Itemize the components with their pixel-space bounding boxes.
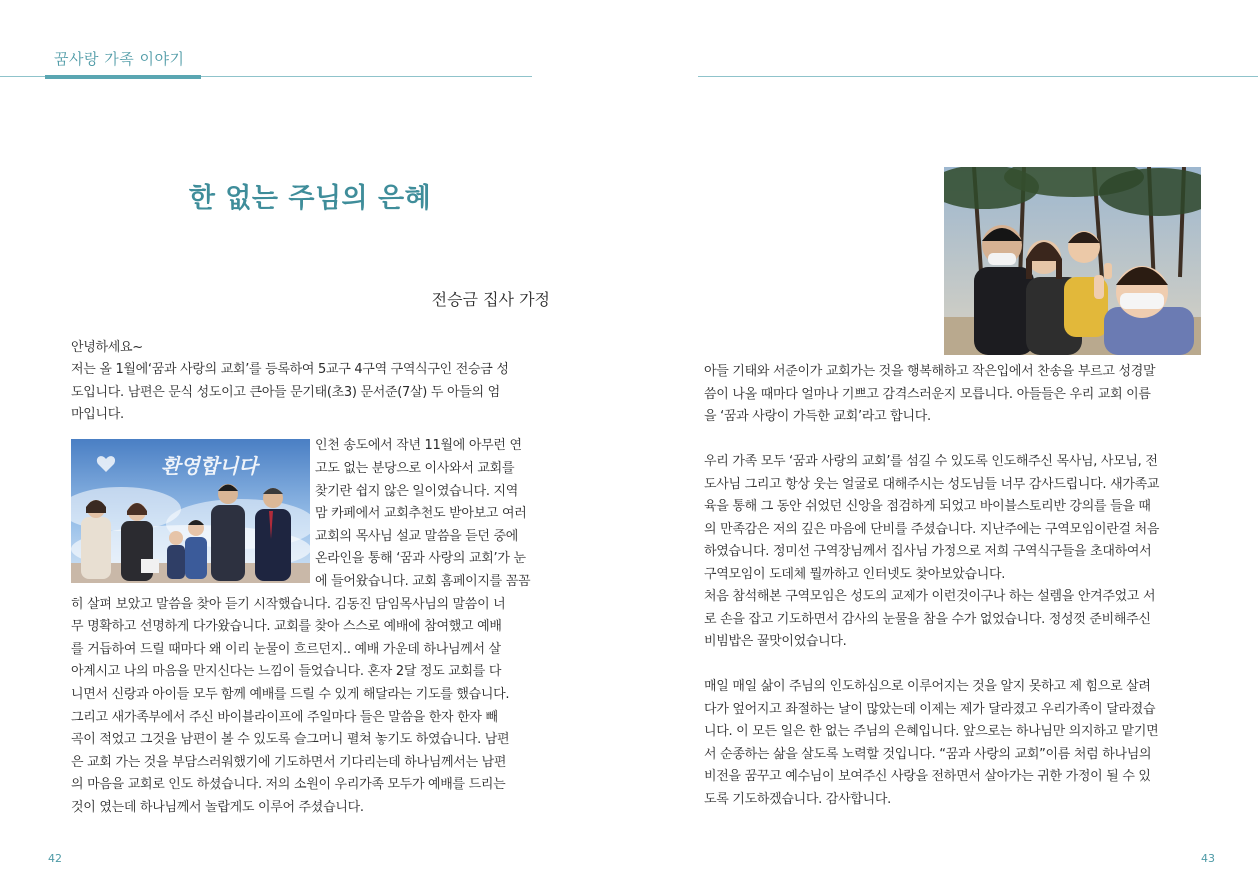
- article-author: 전승금 집사 가정: [431, 290, 550, 309]
- body-line: 서 순종하는 삶을 살도록 노력할 것입니다. “꿈과 사랑의 교회”이름 처럼 하나님의: [704, 747, 1152, 762]
- body-line: 도사님 그리고 항상 웃는 얼굴로 대해주시는 성도님들 너무 감사드립니다. 새가족교: [704, 477, 1160, 492]
- body-line: 를 거듭하여 드릴 때마다 왜 이리 눈물이 흐르던지.. 예배 가운데 하나님께서 살: [71, 642, 501, 657]
- wrap-line: 인천 송도에서 작년 11월에 아무런 연: [315, 438, 522, 453]
- body-line: 육을 통해 그 동안 쉬었던 신앙을 점검하게 되었고 바이블스토리반 강의를 들을 때: [704, 499, 1151, 514]
- body-line: 은 교회 가는 것을 부담스러워했기에 기도하면서 기다리는데 하나님께서는 남편: [71, 755, 507, 770]
- body-line: 히 살펴 보았고 말씀을 찾아 듣기 시작했습니다. 김동진 담임목사님의 말씀이 너: [71, 597, 506, 612]
- body-line: 비빔밥은 꿀맛이었습니다.: [704, 634, 847, 649]
- body-line: 의 마음을 교회로 인도 하셨습니다. 저의 소원이 우리가족 모두가 예배를 드리는: [71, 777, 506, 792]
- body-line: 것이 였는데 하나님께서 놀랍게도 이루어 주셨습니다.: [71, 800, 364, 815]
- body-line: 구역모임이 도데체 뭘까하고 인터넷도 찾아보았습니다.: [704, 567, 1006, 582]
- body-line: 하였습니다. 정미선 구역장님께서 집사님 가정으로 저희 구역식구들을 초대하여서: [704, 544, 1152, 559]
- welcome-photo: [71, 439, 310, 583]
- body-line: 아들 기태와 서준이가 교회가는 것을 행복해하고 작은입에서 찬송을 부르고 성경말: [704, 364, 1156, 379]
- article-title: 한 없는 주님의 은혜: [188, 183, 432, 214]
- body-line: 비전을 꿈꾸고 예수님이 보여주신 사랑을 전하면서 살아가는 귀한 가정이 될 수 있: [704, 769, 1151, 784]
- body-line: 씀이 나올 때마다 얼마나 기쁘고 감격스러운지 모릅니다. 아들들은 우리 교회 이름: [704, 387, 1151, 402]
- wrap-line: 온라인을 통해 ‘꿈과 사랑의 교회’가 눈: [315, 551, 526, 566]
- page-number-left: 42: [48, 852, 62, 865]
- body-line: 을 ‘꿈과 사랑이 가득한 교회’라고 합니다.: [704, 409, 931, 424]
- body-line: 곡이 적었고 그것을 남편이 볼 수 있도록 슬그머니 펼쳐 놓기도 하였습니다. 남편: [71, 732, 510, 747]
- body-line: 로 손을 잡고 기도하면서 감사의 눈물을 참을 수가 없었습니다. 정성껏 준비해주신: [704, 612, 1151, 627]
- body-line: 그리고 새가족부에서 주신 바이블라이프에 주일마다 들은 말씀을 한자 한자 빼: [71, 710, 498, 725]
- wrap-line: 맘 카페에서 교회추천도 받아보고 여러: [315, 506, 527, 521]
- intro-line: 저는 올 1월에‘꿈과 사랑의 교회’를 등록하여 5교구 4구역 구역식구인 전승금 성: [71, 362, 509, 377]
- family-photo: [944, 167, 1201, 355]
- intro-line: 도입니다. 남편은 문식 성도이고 큰아들 문기태(초3) 문서준(7살) 두 아들의 엄: [71, 385, 500, 400]
- wrap-line: 교회의 목사님 설교 말씀을 듣던 중에: [315, 529, 519, 544]
- body-line: 매일 매일 삶이 주님의 인도하심으로 이루어지는 것을 알지 못하고 제 힘으로 살려: [704, 679, 1151, 694]
- intro-line: 마입니다.: [71, 407, 124, 422]
- photo-banner: 환영합니다: [161, 454, 258, 478]
- body-line: 도록 기도하겠습니다. 감사합니다.: [704, 792, 891, 807]
- greeting-line: 안녕하세요~: [71, 340, 143, 355]
- body-line: 의 만족감은 저의 깊은 마음에 단비를 주셨습니다. 지난주에는 구역모임이란걸 처음: [704, 522, 1160, 537]
- body-line: 아계시고 나의 마음을 만지신다는 느낌이 들었습니다. 혼자 2달 정도 교회를 다: [71, 664, 502, 679]
- wrap-line: 고도 없는 분당으로 이사와서 교회를: [315, 461, 515, 476]
- header-rule-right: [698, 76, 1258, 77]
- wrap-line: 찾기란 쉽지 않은 일이였습니다. 지역: [315, 484, 519, 499]
- body-line: 니면서 신랑과 아이들 모두 함께 예배를 드릴 수 있게 해달라는 기도를 했습니다.: [71, 687, 510, 702]
- body-line: 니다. 이 모든 일은 한 없는 주님의 은혜입니다. 앞으로는 하나님만 의지하고 맡기면: [704, 724, 1159, 739]
- page-number-right: 43: [1201, 852, 1215, 865]
- wrap-line: 에 들어왔습니다. 교회 홈페이지를 꼼꼼: [315, 574, 531, 589]
- header-rule-accent: [45, 75, 201, 79]
- header-title: 꿈사랑 가족 이야기: [54, 50, 185, 68]
- body-line: 다가 엎어지고 좌절하는 날이 많았는데 이제는 제가 달라졌고 우리가족이 달라졌습: [704, 702, 1156, 717]
- body-line: 처음 참석해본 구역모임은 성도의 교제가 이런것이구나 하는 설렘을 안겨주었고 서: [704, 589, 1156, 604]
- body-line: 무 명확하고 선명하게 다가왔습니다. 교회를 찾아 스스로 예배에 참여했고 예배: [71, 619, 502, 634]
- body-line: 우리 가족 모두 ‘꿈과 사랑의 교회’를 섬길 수 있도록 인도해주신 목사님, 사모님, 전: [704, 454, 1158, 469]
